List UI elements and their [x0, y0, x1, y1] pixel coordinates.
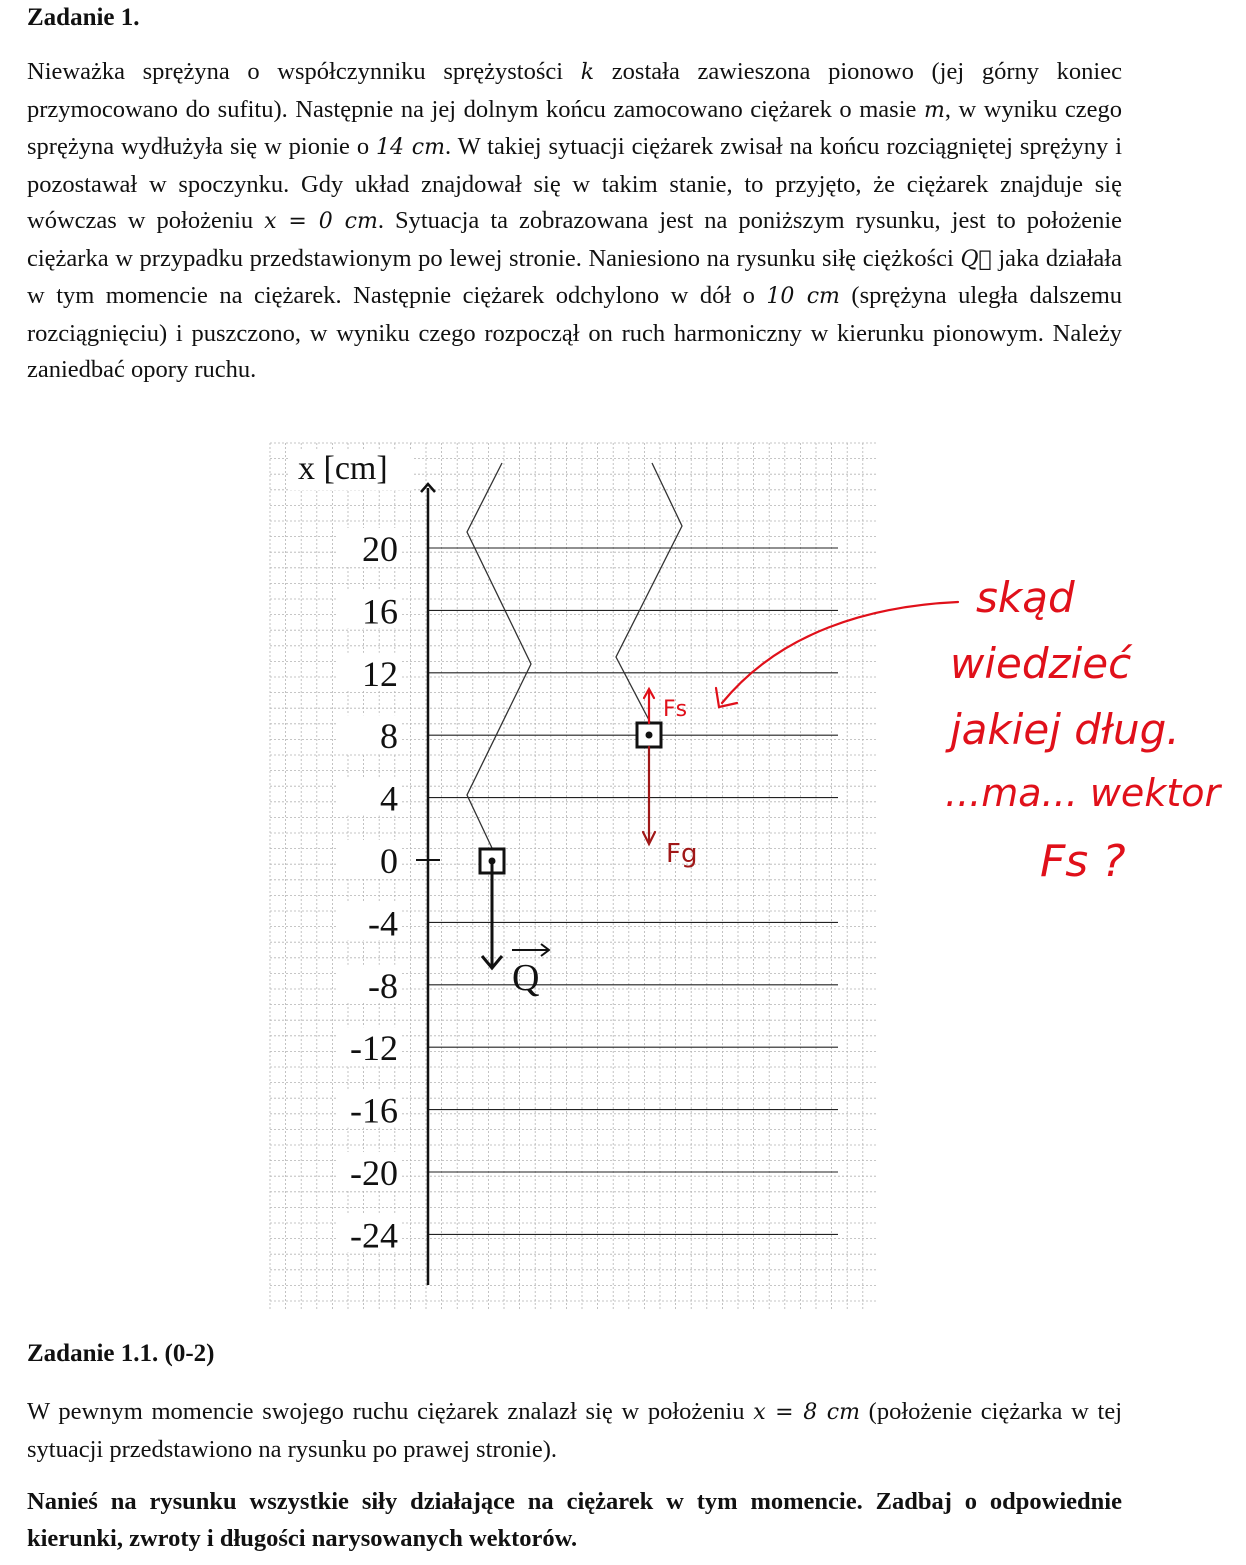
- intro-text-2: została zawieszona pionowo (jej górny koniec przymocowano do sufitu). Następnie na jej dolnym końcu zamocowano ciężarek o masie: [27, 58, 1122, 123]
- subtask-text-2: (położenie ciężarka w tej sytuacji przedstawiono na rysunku po prawej stronie).: [27, 1398, 1122, 1463]
- axis-label: x [cm]: [298, 450, 388, 487]
- note-line-5: Fs ?: [1040, 836, 1126, 887]
- tick-label: -8: [368, 965, 398, 1006]
- subtask-text-1: W pewnym momencie swojego ruchu ciężarek znalazł się w położeniu: [27, 1398, 754, 1425]
- intro-text-7: (sprężyna uległa dalszemu rozciągnięciu) i puszczono, w wyniku czego rozpoczął on ruch harmoniczny w kierunku pionowym. Należy zaniedbać opory ruchu.: [27, 282, 1123, 383]
- subtask-paragraph: [27, 1394, 1122, 1468]
- note-line-3: jakiej dług.: [950, 705, 1180, 754]
- mass-right-center-dot: [646, 732, 653, 739]
- subtask-instruction: Nanieś na rysunku wszystkie siły działające na ciężarek w tym momencie. Zadbaj o odpowiednie kierunki, zwroty i długości narysowanych wektorów.: [27, 1488, 1122, 1552]
- gravity-vector-label: Q: [512, 957, 540, 999]
- intro-text-5: . Sytuacja ta zobrazowana jest na poniższym rysunku, jest to położenie ciężarka w przypadku przedstawionym po lewej stronie. Naniesiono na rysunku siłę ciężkości: [27, 207, 1122, 272]
- subtask-position: x = 8 cm: [753, 1400, 860, 1425]
- spring-constant-symbol: k: [580, 60, 595, 85]
- note-line-2: wiedzieć: [950, 639, 1132, 688]
- equilibrium-position: x = 0 cm: [264, 209, 378, 234]
- tick-label: 16: [362, 591, 398, 632]
- level-lines: [428, 548, 838, 1234]
- displacement-value: 10 cm: [766, 284, 840, 309]
- tick-label: -4: [368, 903, 398, 944]
- tick-label: -24: [350, 1215, 398, 1256]
- pointer-arrow-curve: [722, 602, 958, 703]
- fs-label: Fs: [663, 697, 688, 722]
- handwritten-text: [663, 573, 1222, 887]
- tick-label: 0: [380, 841, 398, 881]
- intro-text-1: Nieważka sprężyna o współczynniku sprężystości: [27, 58, 581, 85]
- mass-symbol: m: [923, 97, 945, 123]
- tick-label: -16: [350, 1090, 398, 1131]
- fg-label: Fg: [666, 839, 698, 869]
- tick-label: 20: [362, 529, 398, 569]
- intro-text-4: . W takiej sytuacji ciężarek zwisał na końcu rozciągniętej sprężyny i pozostawał w spoczynku. Gdy układ znajdował się w takim stanie, to przyjęto, że ciężarek znajduje się wówczas w położeniu: [27, 133, 1123, 234]
- note-line-1: skąd: [976, 573, 1075, 622]
- tick-label: 8: [380, 716, 398, 757]
- extension-value: 14 cm: [376, 135, 445, 160]
- subtask-title: Zadanie 1.1. (0-2): [27, 1340, 215, 1367]
- tick-label: 12: [362, 653, 398, 694]
- task-title: Zadanie 1.: [27, 4, 140, 31]
- tick-label: -12: [350, 1028, 398, 1069]
- note-line-4: ...ma... wektor: [945, 771, 1221, 815]
- tick-label: 4: [380, 778, 398, 819]
- spring-right: [616, 463, 682, 722]
- gravity-vector-symbol: Q⃗: [960, 246, 992, 272]
- intro-text-6: jaka działała w tym momencie na ciężarek. Następnie ciężarek odchylono w dół o: [27, 244, 1122, 309]
- intro-text-3: , w wyniku czego sprężyna wydłużyła się w pionie o: [27, 95, 1122, 160]
- tick-label: -20: [350, 1153, 398, 1193]
